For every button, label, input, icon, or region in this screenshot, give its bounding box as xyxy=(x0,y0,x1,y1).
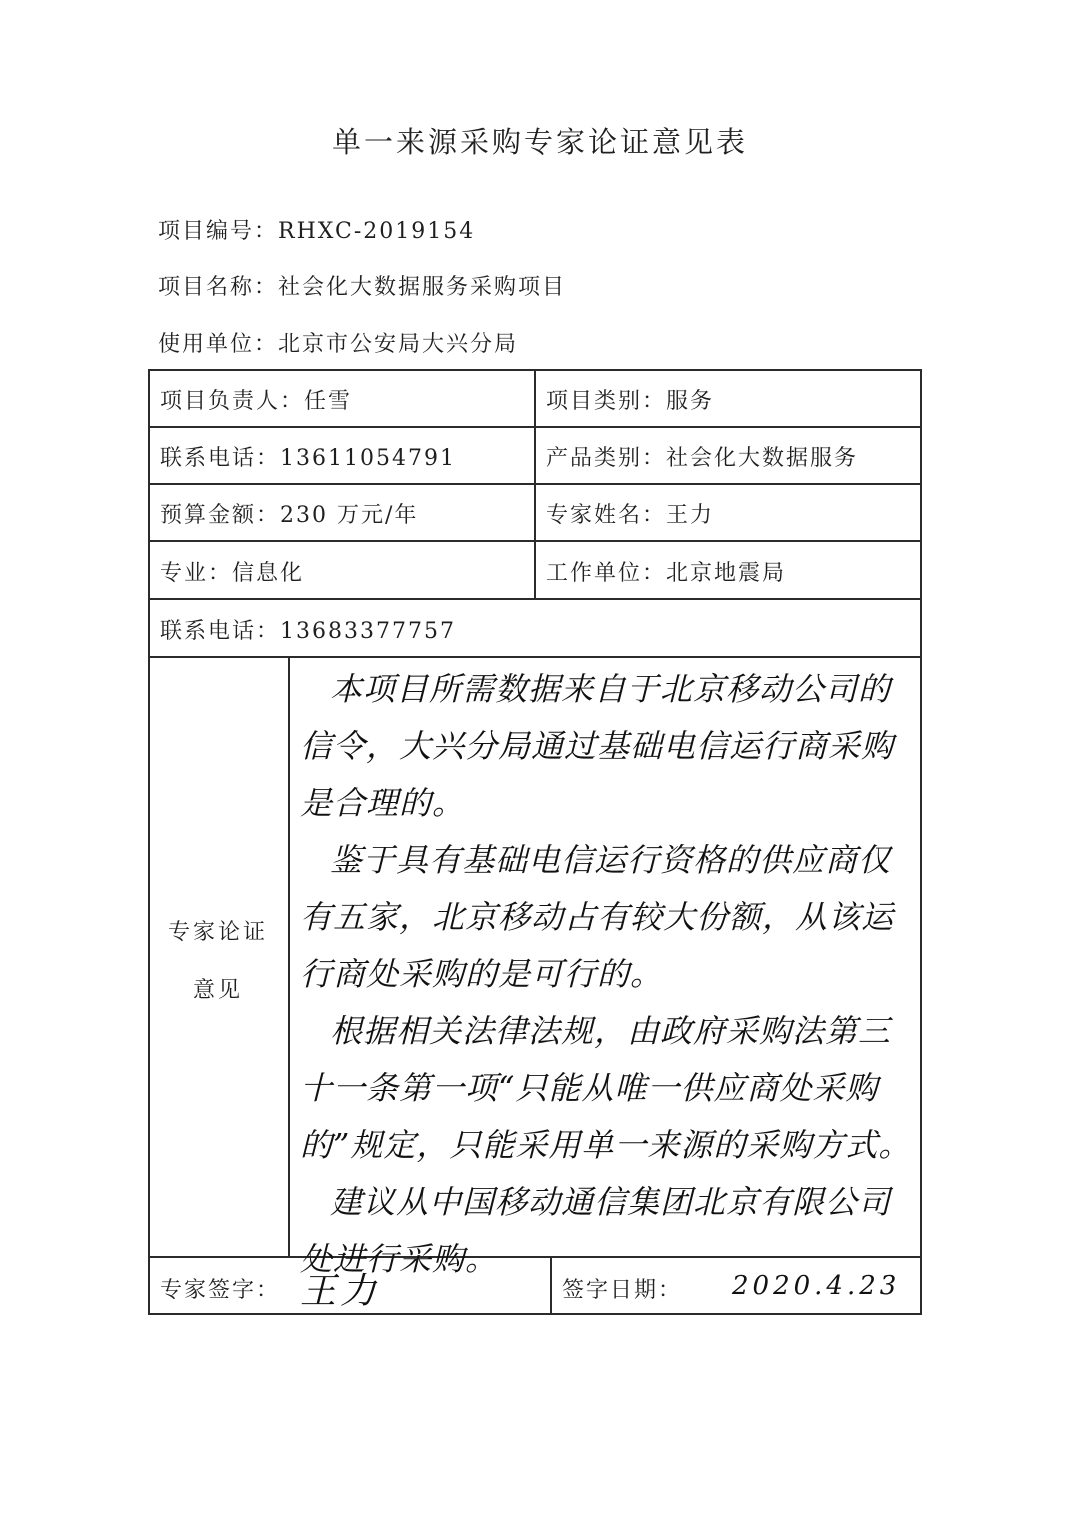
project-name-label: 项目名称： xyxy=(158,275,279,300)
expert-name-label: 专家姓名： xyxy=(546,503,667,528)
table-rule xyxy=(148,598,922,600)
expert-signature-label: 专家签字： xyxy=(160,1278,281,1303)
budget-amount-value: 230 万元/年 xyxy=(280,503,419,528)
project-name xyxy=(158,270,566,301)
project-number-value: RHXC-2019154 xyxy=(278,219,476,244)
using-unit-label: 使用单位： xyxy=(158,332,279,357)
work-unit-value: 北京地震局 xyxy=(666,561,787,586)
opinion-paragraph: 建议从中国移动通信集团北京有限公司处进行采购。 xyxy=(300,1183,892,1278)
opinion-label-line2: 意见 xyxy=(192,978,243,1003)
product-category xyxy=(546,441,858,472)
leader-phone-label: 联系电话： xyxy=(160,446,281,471)
project-number xyxy=(158,214,475,245)
expert-opinion-handwriting xyxy=(300,661,912,1288)
using-unit-value: 北京市公安局大兴分局 xyxy=(278,332,519,357)
expert-phone xyxy=(160,614,456,645)
page-title: 单一来源采购专家论证意见表 xyxy=(331,125,748,159)
project-leader xyxy=(160,384,352,415)
opinion-column-divider xyxy=(288,656,290,1256)
expert-phone-value: 13683377757 xyxy=(280,619,456,644)
leader-phone-value: 13611054791 xyxy=(280,446,456,471)
using-unit xyxy=(158,327,518,358)
table-border-right xyxy=(920,369,922,1315)
opinion-paragraph: 鉴于具有基础电信运行资格的供应商仅有五家，北京移动占有较大份额，从该运行商处采购的是可行的。 xyxy=(300,841,895,993)
table-column-divider xyxy=(534,369,536,598)
expert-phone-label: 联系电话： xyxy=(160,619,281,644)
work-unit xyxy=(546,556,786,587)
expert-signature: 王力 xyxy=(300,1271,381,1312)
table-border-left xyxy=(148,369,150,1315)
opinion-form-table xyxy=(148,369,922,1315)
project-leader-label: 项目负责人： xyxy=(160,389,305,414)
table-border-bottom xyxy=(148,1313,922,1315)
specialty-value: 信息化 xyxy=(232,561,305,586)
budget-amount xyxy=(160,498,418,529)
specialty xyxy=(160,556,304,587)
specialty-label: 专业： xyxy=(160,561,233,586)
opinion-paragraph: 本项目所需数据来自于北京移动公司的信令，大兴分局通过基础电信运行商采购是合理的。 xyxy=(300,670,895,822)
table-rule xyxy=(148,656,922,658)
project-category-label: 项目类别： xyxy=(546,389,667,414)
opinion-label-line1: 专家论证 xyxy=(167,920,268,945)
product-category-label: 产品类别： xyxy=(546,446,667,471)
expert-name xyxy=(546,498,714,529)
product-category-value: 社会化大数据服务 xyxy=(666,446,859,471)
project-leader-value: 任雪 xyxy=(304,389,353,414)
project-number-label: 项目编号： xyxy=(158,219,279,244)
project-category xyxy=(546,384,714,415)
budget-amount-label: 预算金额： xyxy=(160,503,281,528)
leader-phone xyxy=(160,441,456,472)
project-name-value: 社会化大数据服务采购项目 xyxy=(278,275,567,300)
project-category-value: 服务 xyxy=(666,389,715,414)
expert-name-value: 王力 xyxy=(666,503,715,528)
sign-date-label: 签字日期： xyxy=(562,1278,683,1303)
sign-date-value: 2020.4.23 xyxy=(732,1271,901,1301)
opinion-paragraph: 根据相关法律法规，由政府采购法第三十一条第一项“只能从唯一供应商处采购的”规定，只能采用单一来源的采购方式。 xyxy=(300,1012,912,1164)
work-unit-label: 工作单位： xyxy=(546,561,667,586)
